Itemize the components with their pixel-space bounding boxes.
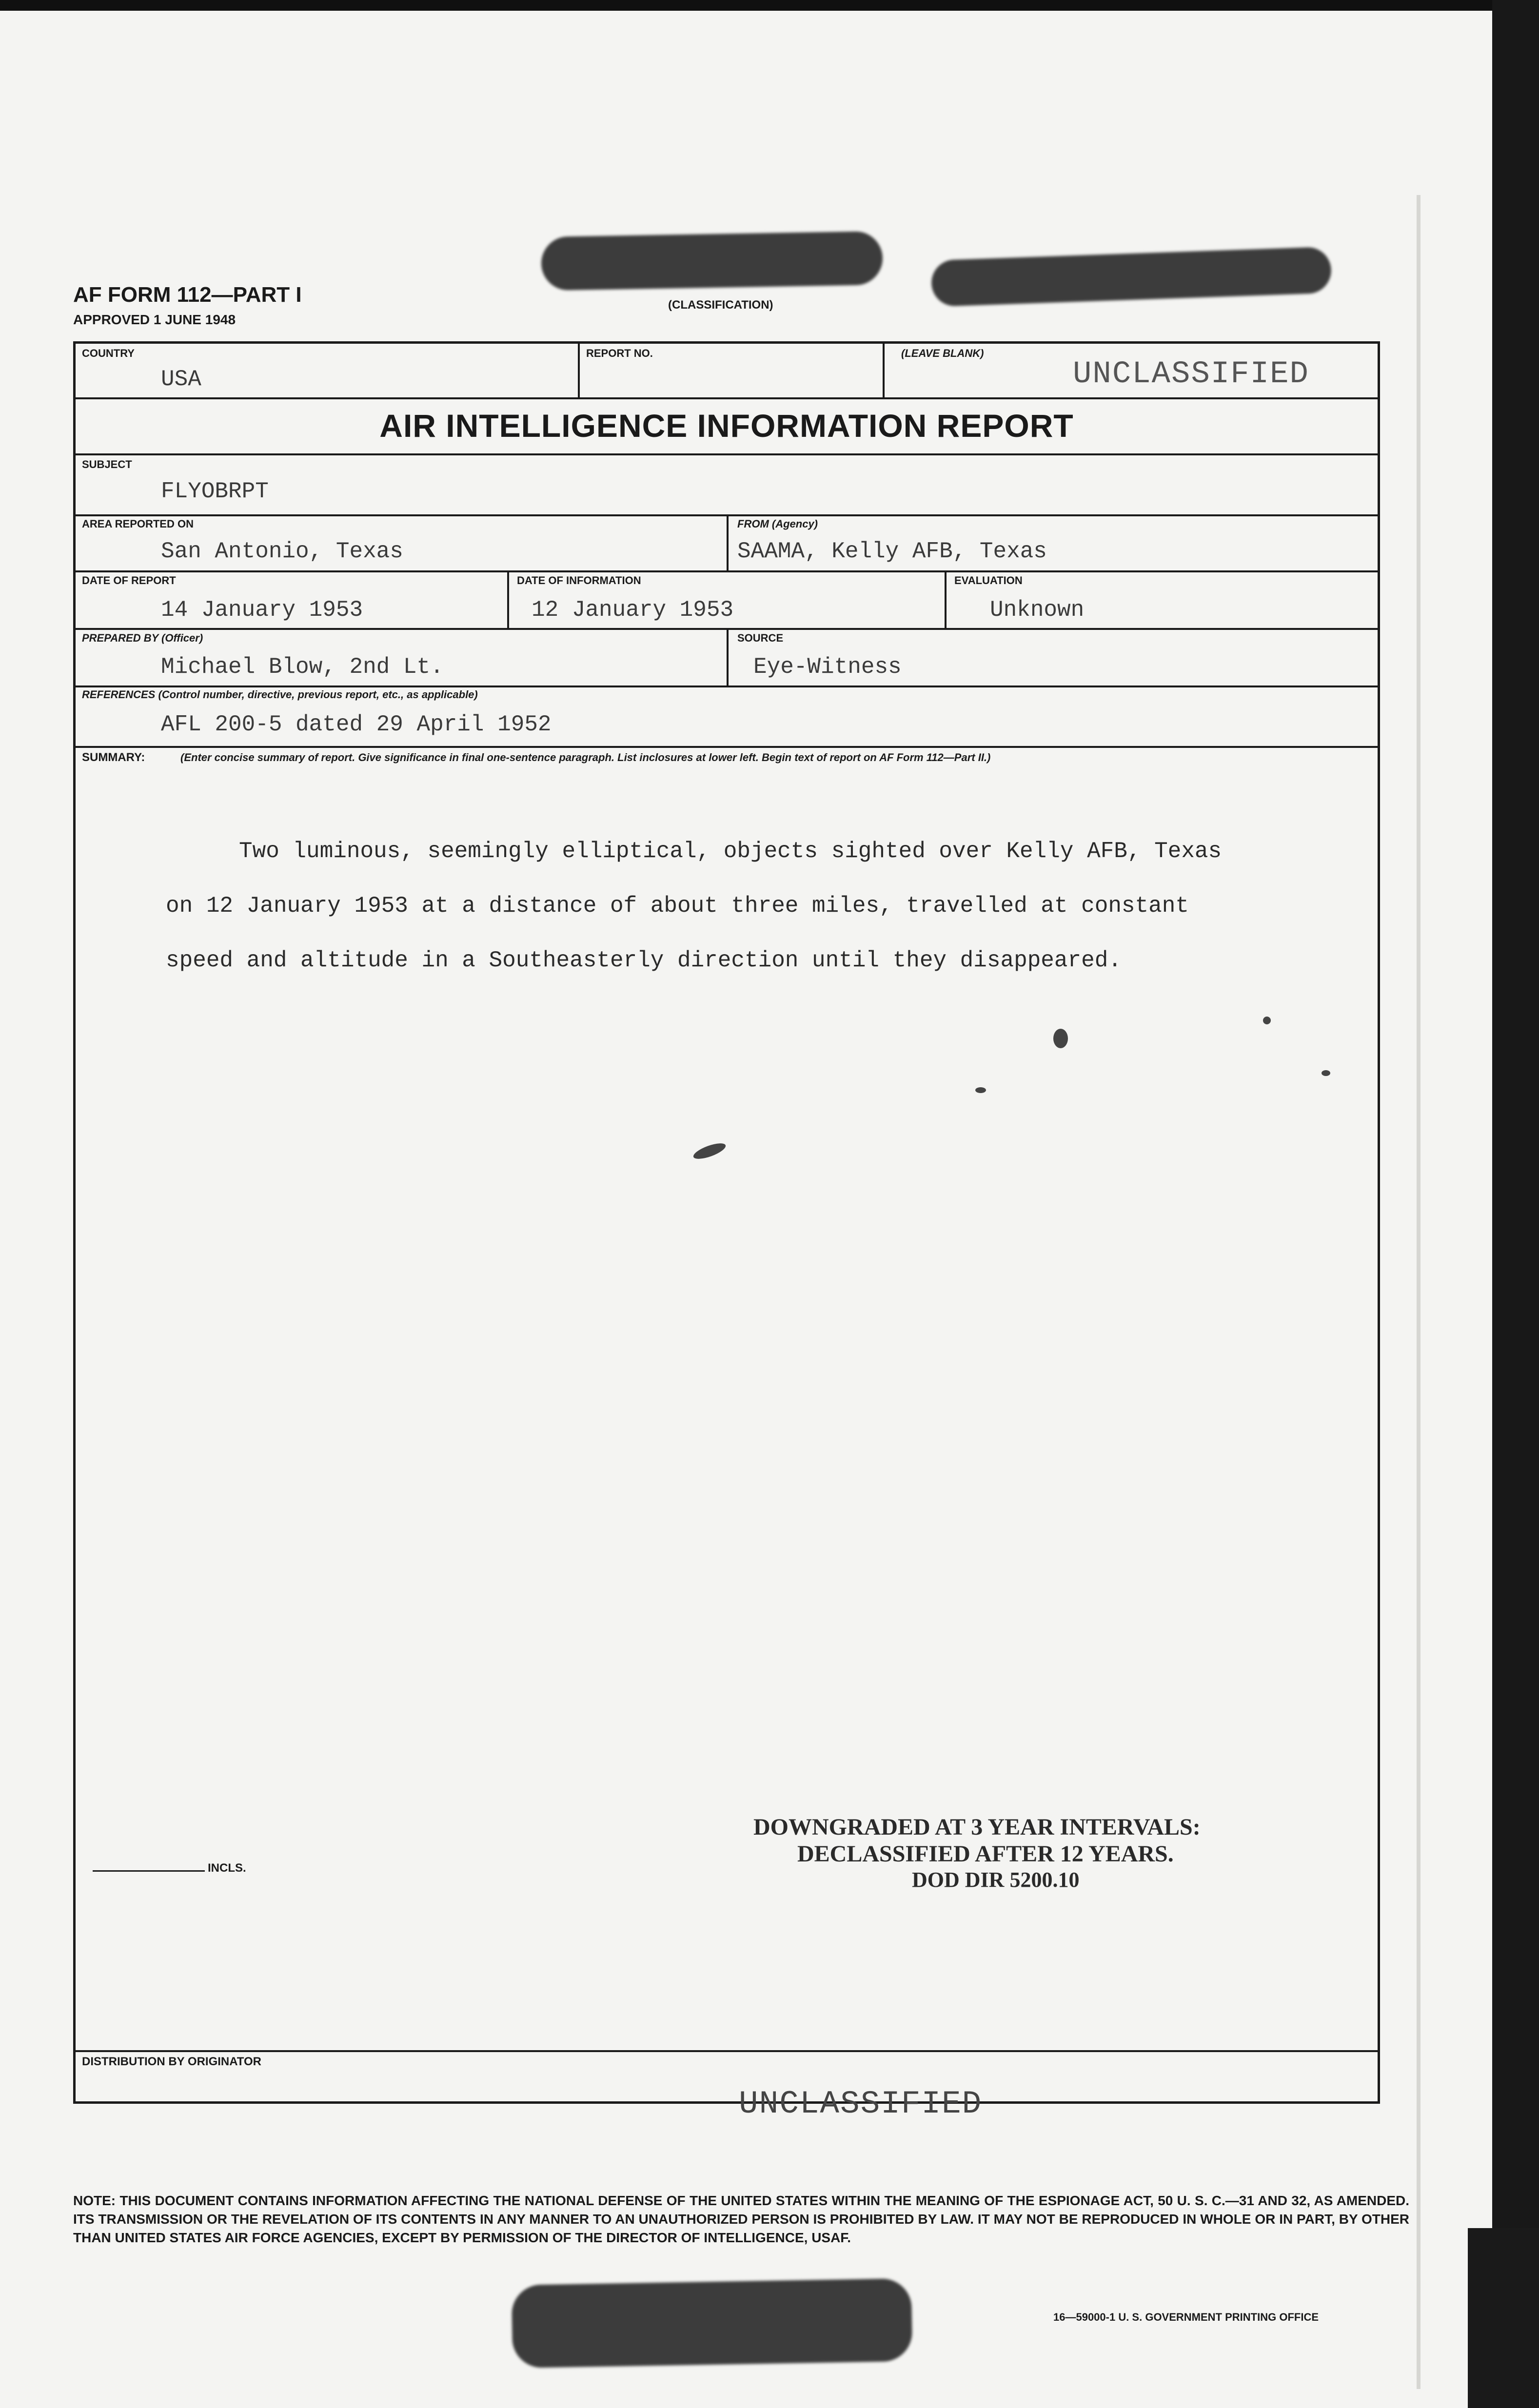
report-no-label: REPORT NO. — [586, 347, 653, 359]
column-divider — [507, 570, 509, 629]
summary-line: on 12 January 1953 at a distance of about three miles, travelled at constant — [166, 893, 1189, 919]
row-divider — [73, 2050, 1380, 2052]
row-divider — [73, 453, 1380, 455]
subject-value: FLYOBRPT — [161, 479, 269, 504]
evaluation-label: EVALUATION — [954, 574, 1023, 587]
column-divider — [727, 514, 729, 571]
column-divider — [727, 628, 729, 686]
row-divider — [73, 746, 1380, 748]
report-title: AIR INTELLIGENCE INFORMATION REPORT — [379, 408, 1074, 444]
area-value: San Antonio, Texas — [161, 539, 403, 564]
form-approved-date: APPROVED 1 JUNE 1948 — [73, 312, 236, 327]
paper-fold-edge — [1417, 195, 1421, 2389]
prepared-by-value: Michael Blow, 2nd Lt. — [161, 654, 444, 680]
summary-body — [166, 824, 1346, 988]
inclosures-line — [93, 1870, 205, 1872]
redaction-mark — [931, 247, 1332, 307]
row-divider — [73, 397, 1380, 399]
scan-speck — [1263, 1017, 1271, 1024]
note-prefix: NOTE: — [73, 2193, 116, 2208]
country-value: USA — [161, 367, 201, 392]
classification-label: (CLASSIFICATION) — [668, 298, 773, 312]
inclosures-label: INCLS. — [208, 1861, 246, 1875]
scan-edge-top — [0, 0, 1539, 11]
subject-label: SUBJECT — [82, 458, 132, 470]
downgrade-stamp-line: DOD DIR 5200.10 — [912, 1868, 1080, 1892]
summary-line: speed and altitude in a Southeasterly direction until they disappeared. — [166, 948, 1122, 973]
column-divider — [883, 341, 885, 398]
scan-speck — [1053, 1029, 1068, 1048]
summary-instructions: (Enter concise summary of report. Give significance in final one-sentence paragraph. List inclosures at lower left. Begin text of report on AF Form 112—Part II.) — [180, 751, 991, 764]
unclassified-stamp-top: UNCLASSIFIED — [1073, 357, 1309, 392]
summary-label: SUMMARY: — [82, 751, 145, 764]
date-of-report-label: DATE OF REPORT — [82, 574, 176, 587]
redaction-mark — [541, 231, 883, 291]
prepared-by-label: PREPARED BY (Officer) — [82, 632, 203, 644]
distribution-label: DISTRIBUTION BY ORIGINATOR — [82, 2055, 262, 2068]
area-label: AREA REPORTED ON — [82, 518, 194, 530]
scan-speck — [1322, 1070, 1330, 1076]
scan-speck — [975, 1087, 986, 1093]
scan-edge-right — [1492, 0, 1539, 2408]
unclassified-stamp-bottom: UNCLASSIFIED — [739, 2086, 983, 2122]
source-value: Eye-Witness — [753, 654, 902, 680]
printing-office-code: 16—59000-1 U. S. GOVERNMENT PRINTING OFFICE — [1053, 2311, 1319, 2323]
from-label: FROM (Agency) — [737, 518, 818, 530]
leave-blank-label: (LEAVE BLANK) — [901, 347, 984, 359]
column-divider — [578, 341, 580, 398]
espionage-act-note — [73, 2192, 1409, 2247]
from-value: SAAMA, Kelly AFB, Texas — [737, 539, 1047, 564]
references-value: AFL 200-5 dated 29 April 1952 — [161, 712, 552, 737]
summary-line: Two luminous, seemingly elliptical, objects sighted over Kelly AFB, Texas — [239, 839, 1222, 864]
source-label: SOURCE — [737, 632, 784, 644]
country-label: COUNTRY — [82, 347, 135, 359]
downgrade-stamp-line: DECLASSIFIED AFTER 12 YEARS. — [797, 1841, 1174, 1867]
scan-edge-right-lower — [1468, 2228, 1539, 2408]
evaluation-value: Unknown — [990, 597, 1085, 623]
date-of-report-value: 14 January 1953 — [161, 597, 363, 623]
downgrade-stamp-line: DOWNGRADED AT 3 YEAR INTERVALS: — [753, 1814, 1201, 1840]
references-label: REFERENCES (Control number, directive, previous report, etc., as applicable) — [82, 688, 478, 701]
form-number: AF FORM 112—PART I — [73, 283, 302, 307]
redaction-mark — [512, 2278, 913, 2368]
column-divider — [945, 570, 947, 629]
note-text: THIS DOCUMENT CONTAINS INFORMATION AFFECTING THE NATIONAL DEFENSE OF THE UNITED STATES WITHIN THE MEANING OF THE ESPIONAGE ACT, 50 U. S. C.—31 AND 32, AS AMENDED. ITS TRANSMISSION OR THE REVELATION OF ITS CONTENTS IN ANY MANNER TO AN UNAUTHORIZED PERSON IS PROHIBITED BY LAW. IT MAY NOT BE REPRODUCED IN WHOLE OR IN PART, BY OTHER THAN UNITED STATES AIR FORCE AGENCIES, EXCEPT BY PERMISSION OF THE DIRECTOR OF INTELLIGENCE, USAF. — [73, 2193, 1410, 2245]
date-of-information-value: 12 January 1953 — [532, 597, 734, 623]
date-of-information-label: DATE OF INFORMATION — [517, 574, 641, 587]
